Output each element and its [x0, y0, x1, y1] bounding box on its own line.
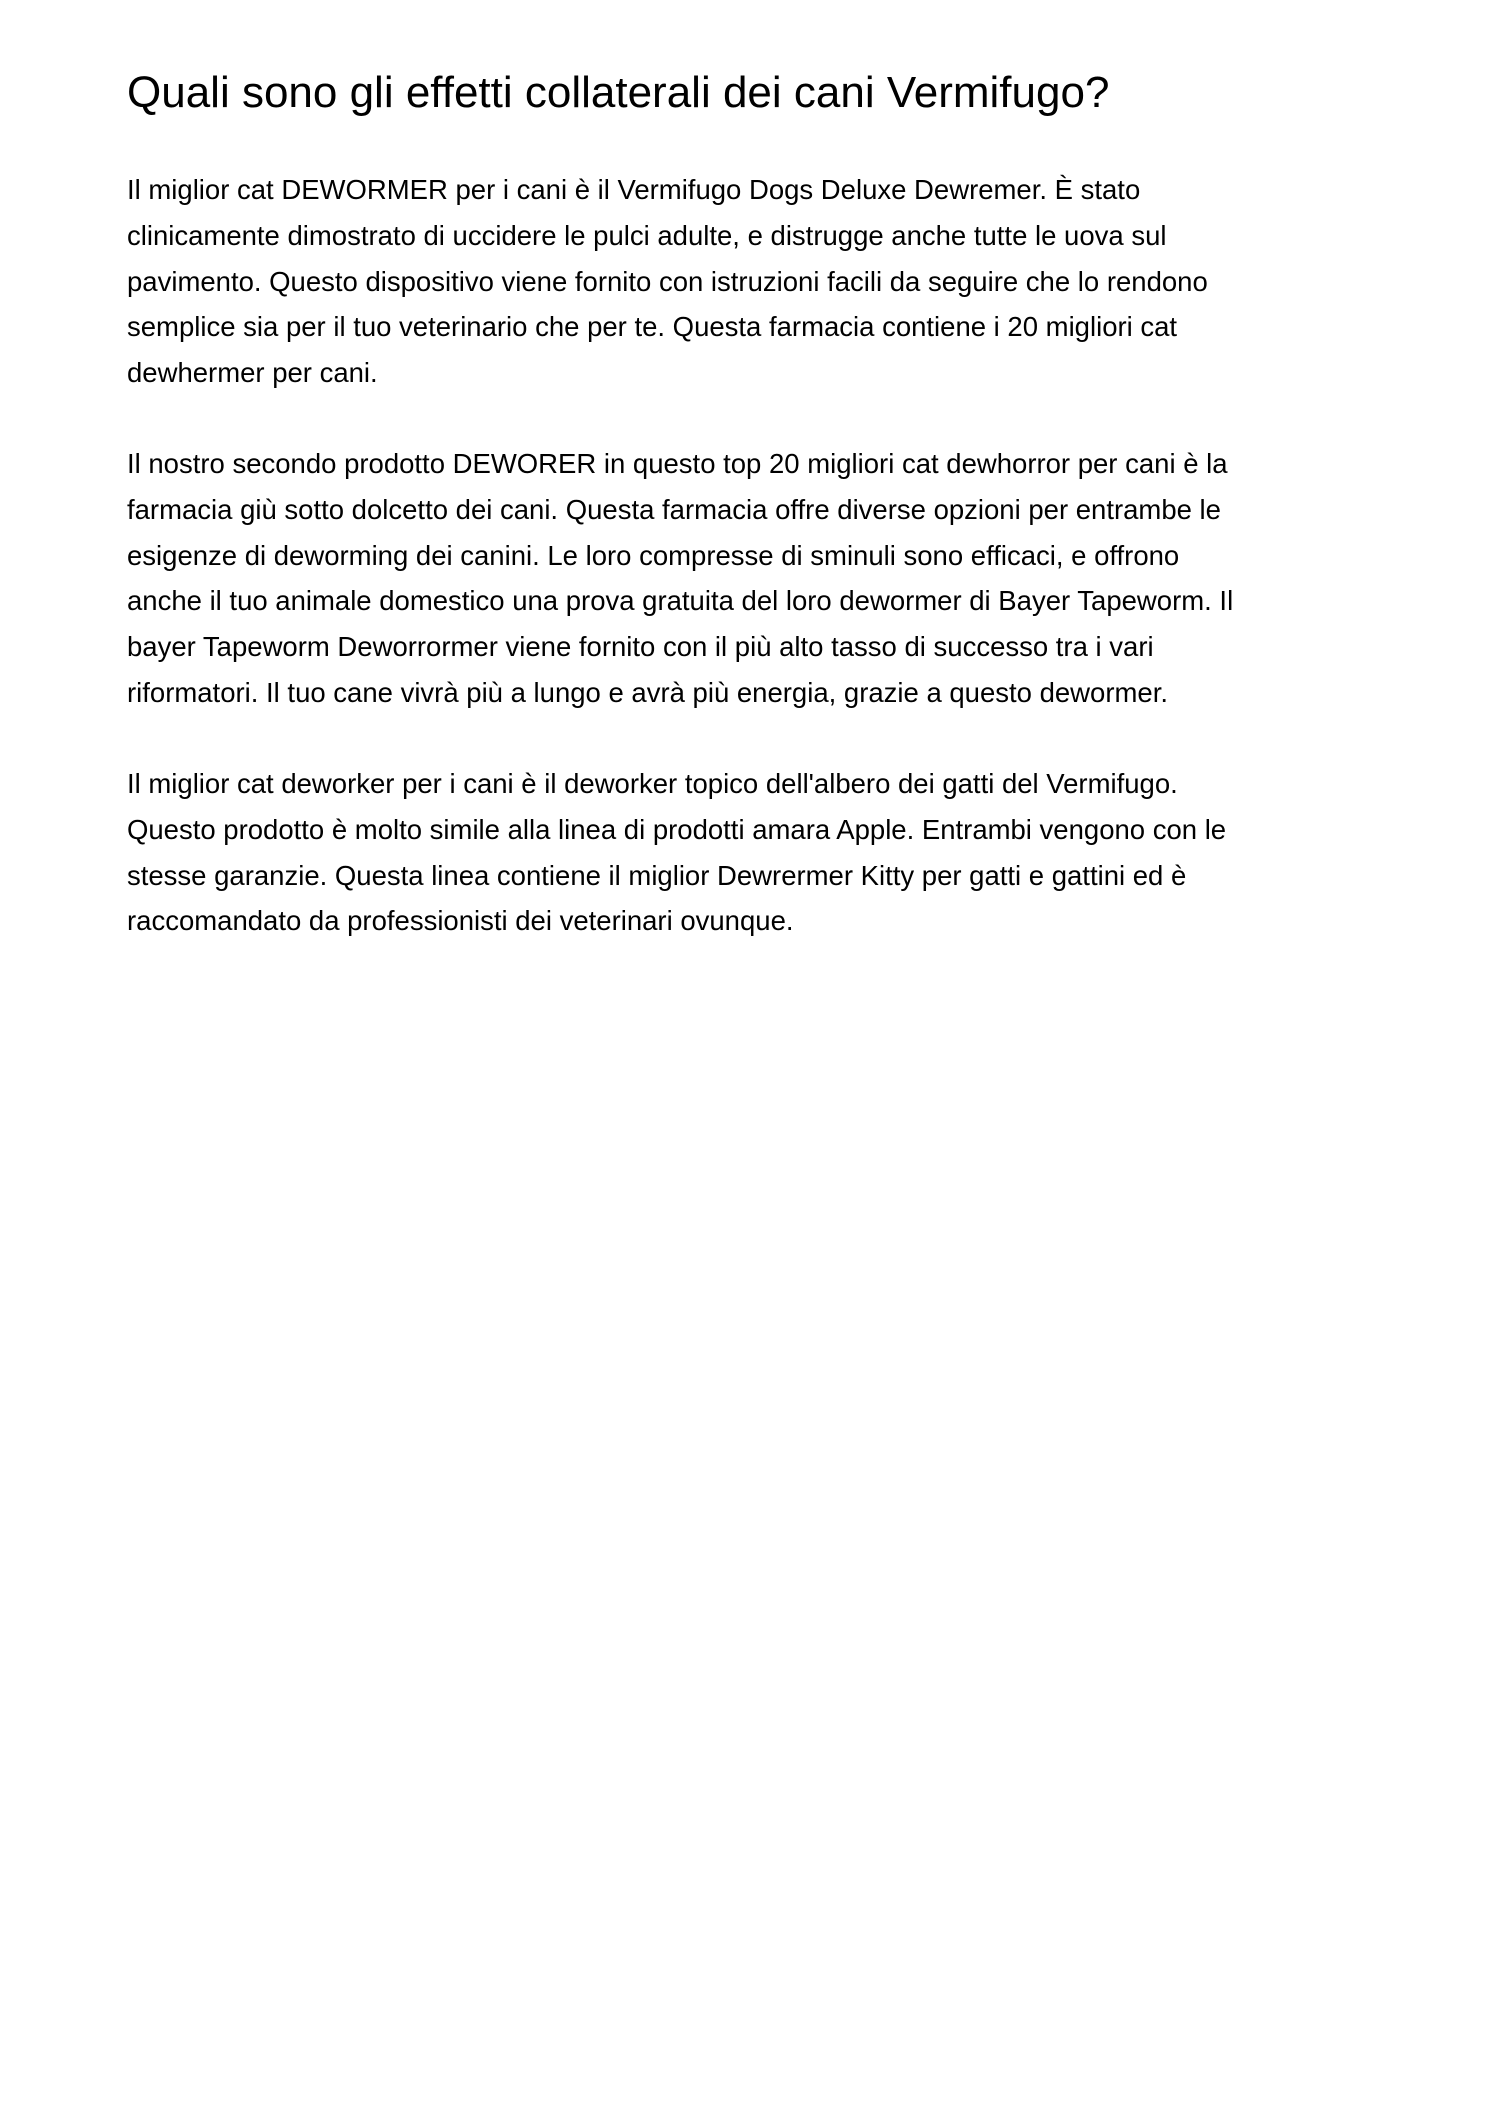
text-line: riformatori. Il tuo cane vivrà più a lungo e avrà più energia, grazie a questo dewormer. [127, 676, 1168, 708]
paragraph-2 [127, 441, 1233, 716]
text-line: raccomandato da professionisti dei veterinari ovunque. [127, 905, 794, 937]
text-line: clinicamente dimostrato di uccidere le pulci adulte, e distrugge anche tutte le uova sul [127, 219, 1167, 251]
text-line: farmacia giù sotto dolcetto dei cani. Questa farmacia offre diverse opzioni per entrambe le [127, 493, 1221, 525]
text-line: Il miglior cat deworker per i cani è il deworker topico dell'albero dei gatti del Vermifugo. [127, 768, 1178, 799]
text-line: esigenze di deworming dei canini. Le loro compresse di sminuli sono efficaci, e offrono [127, 539, 1180, 571]
text-line: Questo prodotto è molto simile alla linea di prodotti amara Apple. Entrambi vengono con le [127, 813, 1227, 845]
paragraph-3 [127, 761, 1226, 944]
paragraph-1 [127, 167, 1208, 396]
text-line: anche il tuo animale domestico una prova gratuita del loro dewormer di Bayer Tapeworm. Il [127, 585, 1234, 617]
text-line: semplice sia per il tuo veterinario che per te. Questa farmacia contiene i 20 migliori cat [127, 311, 1178, 343]
text-line: bayer Tapeworm Deworrormer viene fornito con il più alto tasso di successo tra i vari [127, 631, 1154, 663]
text-line: Il nostro secondo prodotto DEWORER in questo top 20 migliori cat dewhorror per cani è la [127, 448, 1228, 479]
text-line: stesse garanzie. Questa linea contiene il miglior Dewrermer Kitty per gatti e gattini ed è [127, 859, 1187, 891]
page-title: Quali sono gli effetti collaterali dei cani Vermifugo? [127, 68, 1110, 117]
text-line: Il miglior cat DEWORMER per i cani è il Vermifugo Dogs Deluxe Dewremer. È stato [127, 174, 1141, 205]
text-line: pavimento. Questo dispositivo viene fornito con istruzioni facili da seguire che lo rendono [127, 265, 1208, 297]
text-line: dewhermer per cani. [127, 357, 378, 389]
